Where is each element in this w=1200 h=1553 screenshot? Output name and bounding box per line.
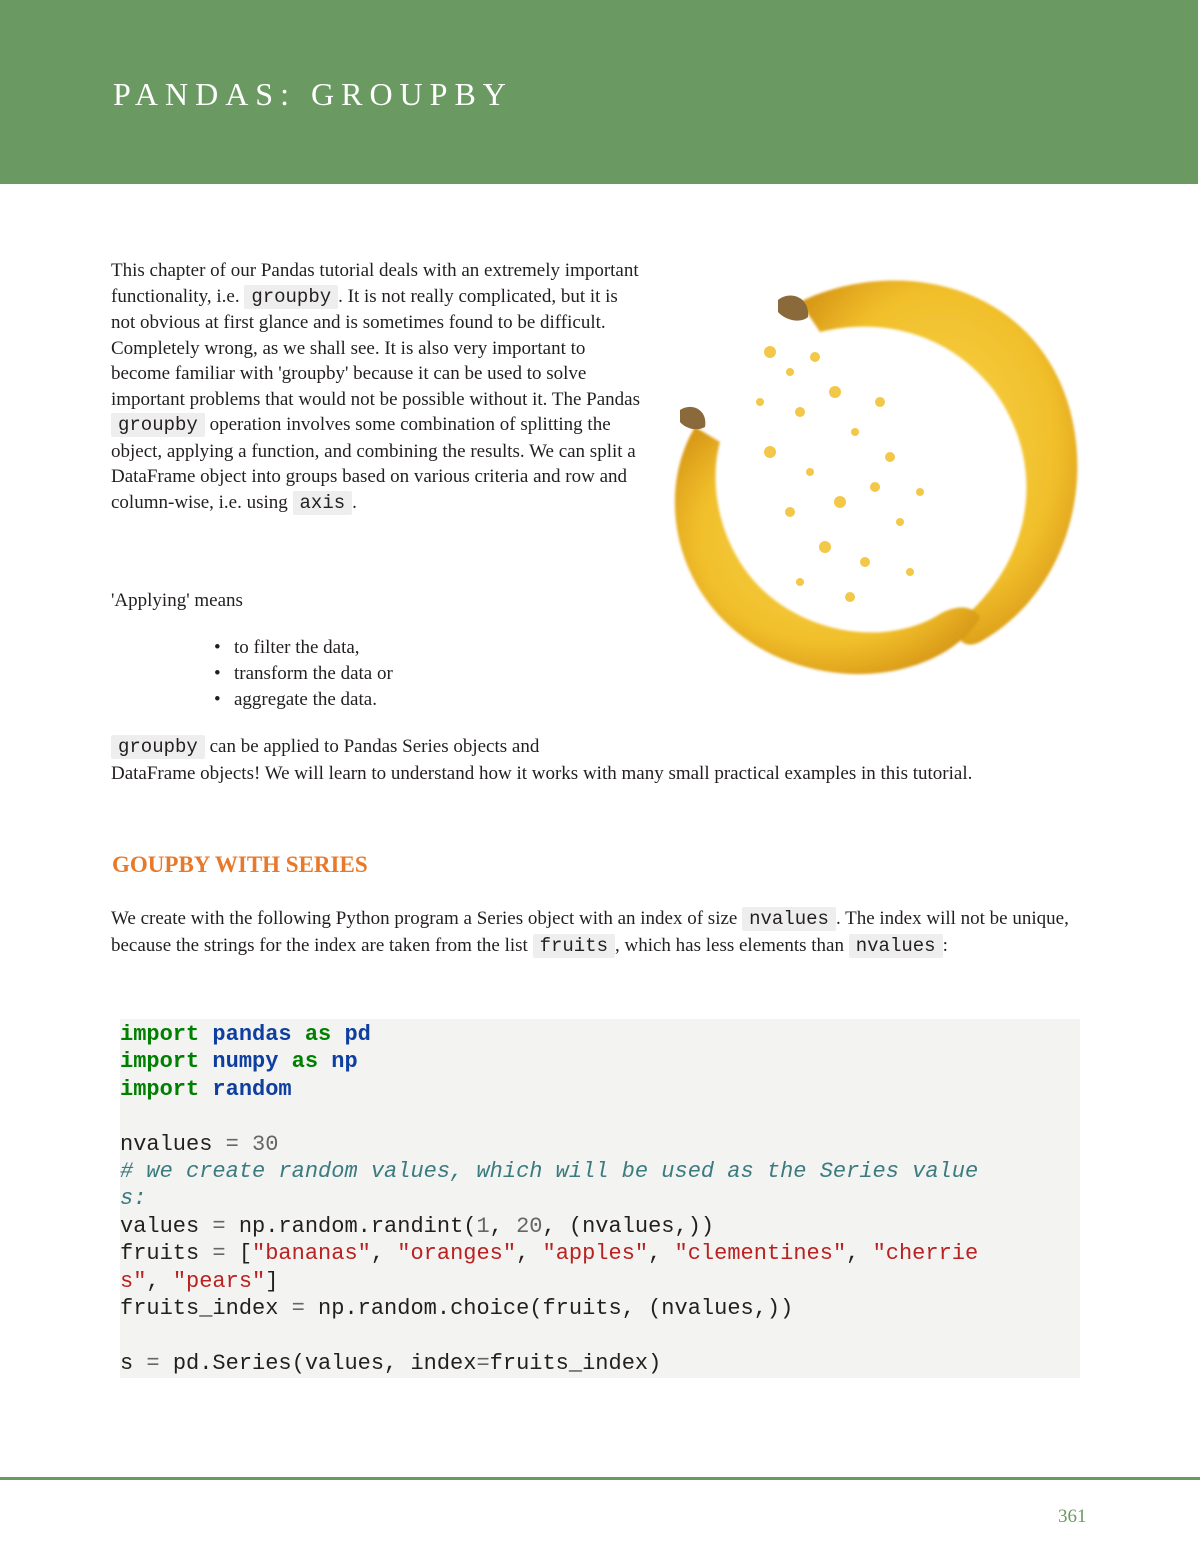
para3-text-2: . The index will not be unique, because the strings for the index are taken from the list xyxy=(111,908,1069,956)
code-operator: = xyxy=(212,1213,226,1239)
intro-text-4: . xyxy=(352,491,357,513)
list-item: • transform the data or xyxy=(214,661,393,687)
para3-text-4: : xyxy=(942,934,948,956)
code-text: nvalues xyxy=(120,1131,213,1157)
para2-text-2: DataFrame objects! We will learn to understand how it works with many small practical examples in this tutorial. xyxy=(111,762,973,784)
code-operator: = xyxy=(146,1350,160,1376)
code-string: "oranges" xyxy=(397,1241,517,1267)
code-operator: = xyxy=(212,1241,226,1267)
code-listing: import pandas as pd import numpy as np import random nvalues = 30 # we create random values, which will be used as the Series value s: values = np.random.randint(1, 20, (nvalues,)) fruits = ["bananas", "oranges", "apples", "clementines", "cherrie s", "pears"] fruits_index = np.random.choice(fruits, (nvalues,)) s = pd.Series(values, index=fruits_index) xyxy=(120,1022,979,1376)
code-text: , xyxy=(489,1213,503,1239)
code-keyword: as xyxy=(304,1022,332,1047)
code-text: fruits_index) xyxy=(489,1350,662,1376)
code-text: values xyxy=(120,1213,200,1239)
footer-rule xyxy=(0,1477,1200,1480)
code-text: np.random.randint( xyxy=(238,1213,477,1239)
list-item: • to filter the data, xyxy=(214,635,393,661)
code-module: pd xyxy=(344,1022,371,1047)
banana-illustration xyxy=(650,262,1090,712)
code-operator: = xyxy=(476,1350,490,1376)
code-number: 30 xyxy=(252,1131,279,1157)
code-string: "apples" xyxy=(542,1241,649,1267)
inline-code-groupby: groupby xyxy=(111,413,205,437)
code-module: np xyxy=(331,1049,358,1075)
para3-text-3: , which has less elements than xyxy=(614,934,849,956)
code-text: np.random.choice(fruits, (nvalues,)) xyxy=(318,1296,794,1322)
code-number: 1 xyxy=(476,1213,490,1239)
code-text: fruits_index xyxy=(120,1296,279,1322)
code-comment: # we create random values, which will be used as the Series value xyxy=(120,1159,979,1185)
inline-code-nvalues: nvalues xyxy=(742,907,836,931)
chapter-header-band xyxy=(0,0,1198,184)
code-string: "pears" xyxy=(172,1268,266,1294)
code-module: pandas xyxy=(212,1022,292,1047)
code-operator: = xyxy=(291,1296,305,1322)
code-operator: = xyxy=(225,1131,239,1157)
code-text: [ xyxy=(238,1241,253,1267)
list-item: • aggregate the data. xyxy=(214,687,393,713)
intro-text-3: operation involves some combination of splitting the object, applying a function, and combining the results. We can split a DataFrame object into groups based on various criteria and row and column-wise, i.e. using xyxy=(111,414,636,513)
code-module: random xyxy=(212,1076,292,1102)
series-paragraph xyxy=(111,906,1096,959)
code-number: 20 xyxy=(516,1213,543,1239)
code-comment: s: xyxy=(120,1186,147,1212)
code-block xyxy=(120,1019,1080,1378)
page-number: 361 xyxy=(1058,1506,1087,1527)
code-text: fruits xyxy=(120,1241,200,1267)
code-keyword: import xyxy=(120,1076,200,1102)
code-string: "clementines" xyxy=(674,1241,847,1267)
inline-code-groupby: groupby xyxy=(244,285,338,309)
applying-lead: 'Applying' means xyxy=(111,590,243,611)
code-text: , (nvalues,)) xyxy=(542,1213,715,1239)
code-string: "bananas" xyxy=(252,1241,371,1267)
code-text: pd.Series(values, index xyxy=(172,1350,477,1376)
inline-code-nvalues: nvalues xyxy=(849,934,943,958)
code-string: s" xyxy=(120,1268,147,1294)
inline-code-fruits: fruits xyxy=(533,934,615,958)
code-keyword: import xyxy=(120,1049,200,1075)
para2-text-1: can be applied to Pandas Series objects and xyxy=(204,736,540,757)
groupby-paragraph xyxy=(111,734,1071,787)
inline-code-axis: axis xyxy=(293,491,353,515)
chapter-title: PANDAS: GROUPBY xyxy=(113,76,513,112)
para3-text-1: We create with the following Python program a Series object with an index of size xyxy=(111,908,743,929)
code-keyword: import xyxy=(120,1022,200,1047)
intro-text-1: This chapter of our Pandas tutorial deals with an extremely important functionality, i.e. xyxy=(111,260,639,307)
code-keyword: as xyxy=(291,1049,319,1075)
applying-list xyxy=(214,635,393,713)
code-string: "cherrie xyxy=(872,1241,979,1267)
code-module: numpy xyxy=(212,1049,279,1075)
code-text: ] xyxy=(265,1268,279,1294)
inline-code-groupby: groupby xyxy=(111,735,205,759)
code-text: s xyxy=(120,1350,134,1376)
intro-paragraph xyxy=(111,258,641,516)
intro-text-2: . It is not really complicated, but it is not obvious at first glance and is sometimes found to be difficult. Completely wrong, as we shall see. It is also very important to become familiar with 'groupby' because it can be used to solve important problems that would not be possible without it. The Pandas xyxy=(111,285,640,410)
section-heading: GOUPBY WITH SERIES xyxy=(112,852,368,877)
